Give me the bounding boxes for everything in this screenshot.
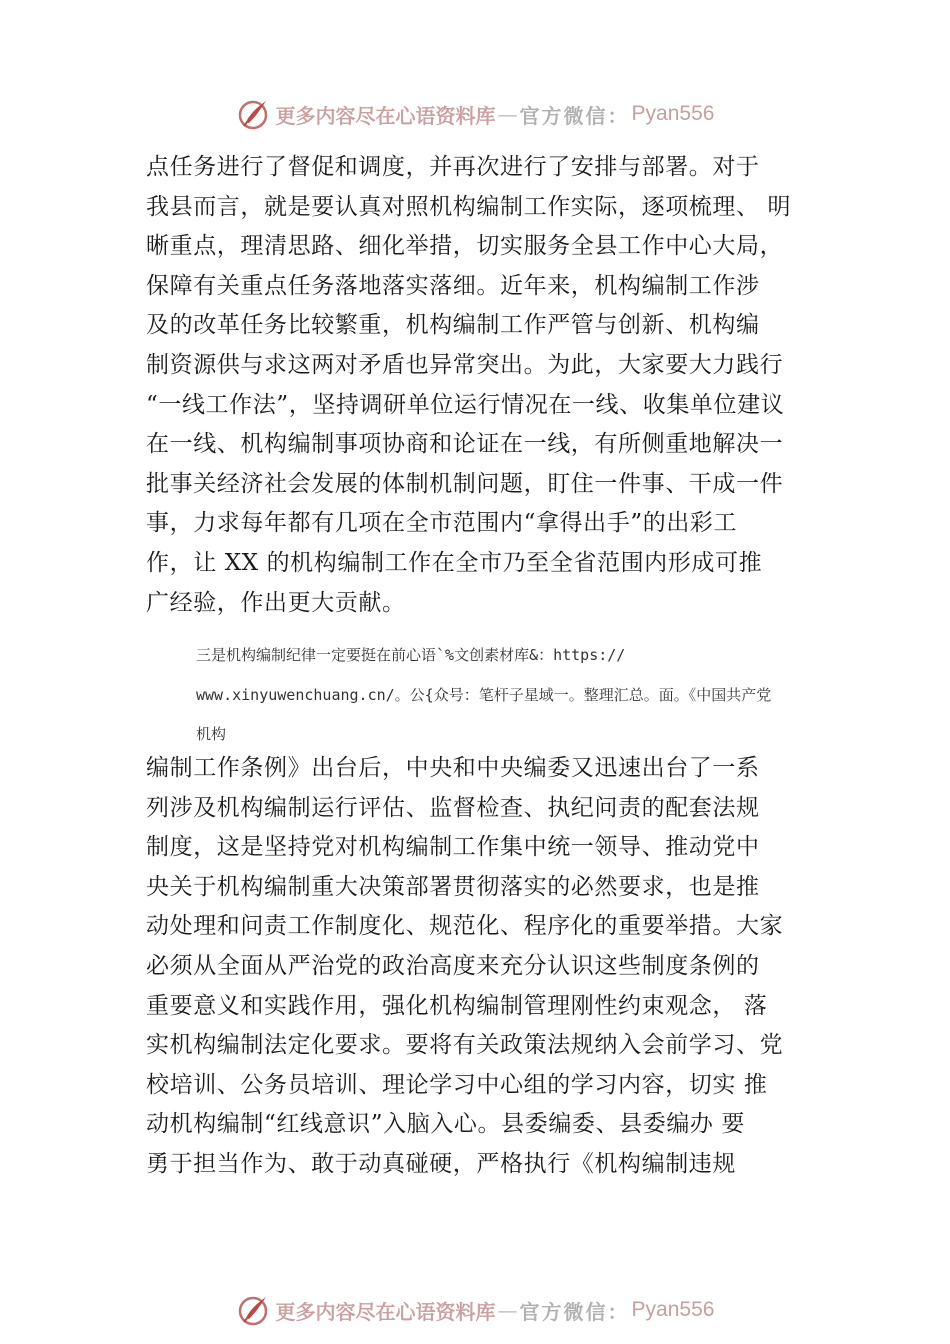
text-line: 保障有关重点任务落地落实落细。近年来，机构编制工作涉 bbox=[146, 272, 760, 299]
banner-separator: — bbox=[497, 102, 518, 126]
text-line: 列涉及机构编制运行评估、监督检查、执纪问责的配套法规 bbox=[146, 794, 760, 821]
body-paragraph-1 bbox=[146, 148, 836, 623]
text-line: 在一线、机构编制事项协商和论证在一线，有所侧重地解决一 bbox=[146, 431, 784, 458]
small-text-line: 机构 bbox=[196, 725, 227, 743]
text-line: 校培训、公务员培训、理论学习中心组的学习内容，切实 推 bbox=[146, 1071, 768, 1098]
brush-logo-icon bbox=[236, 1292, 272, 1328]
text-line: 批事关经济社会发展的体制机制问题，盯住一件事、干成一件 bbox=[146, 470, 784, 497]
text-line: 必须从全面从严治党的政治高度来充分认识这些制度条例的 bbox=[146, 952, 760, 979]
body-paragraph-2 bbox=[146, 749, 836, 1185]
text-line: 实机构编制法定化要求。要将有关政策法规纳入会前学习、党 bbox=[146, 1032, 784, 1059]
text-line: “一线工作法”，坚持调研单位运行情况在一线、收集单位建议 bbox=[146, 391, 785, 418]
banner-separator: — bbox=[497, 1298, 518, 1322]
banner-wechat-id: Pyan556 bbox=[631, 102, 715, 125]
small-text-line: 三是机构编制纪律一定要挺在前心语`%文创素材库&：https:// bbox=[196, 646, 626, 664]
text-line: 制资源供与求这两对矛盾也异常突出。为此，大家要大力践行 bbox=[146, 351, 784, 378]
text-line: 勇于担当作为、敢于动真碰硬，严格执行《机构编制违规 bbox=[146, 1150, 736, 1177]
text-line: 制度，这是坚持党对机构编制工作集中统一领导、推动党中 bbox=[146, 834, 760, 861]
text-line: 晰重点，理清思路、细化举措，切实服务全县工作中心大局， bbox=[146, 233, 784, 260]
header-banner bbox=[0, 94, 950, 134]
banner-wechat-id: Pyan556 bbox=[631, 1298, 715, 1321]
small-text-block bbox=[196, 636, 896, 755]
text-line: 点任务进行了督促和调度，并再次进行了安排与部署。对于 bbox=[146, 154, 760, 180]
text-line: 及的改革任务比较繁重，机构编制工作严管与创新、机构编 bbox=[146, 312, 760, 339]
text-line: 动机构编制“红线意识”入脑入心。县委编委、县委编办 要 bbox=[146, 1111, 746, 1138]
footer-banner bbox=[0, 1290, 950, 1330]
text-line: 央关于机构编制重大决策部署贯彻落实的必然要求，也是推 bbox=[146, 873, 760, 900]
text-line: 事，力求每年都有几项在全市范围内“拿得出手”的出彩工 bbox=[146, 510, 738, 537]
text-line: 重要意义和实践作用，强化机构编制管理刚性约束观念， 落 bbox=[146, 992, 768, 1019]
small-text-line: www.xinyuwenchuang.cn/。公{众号：笔杆子星域一。整理汇总。面。《中国共产党 bbox=[196, 685, 772, 704]
banner-site-text: 更多内容尽在心语资料库 bbox=[275, 103, 496, 128]
banner-wechat-label: 官方微信： bbox=[519, 1299, 630, 1324]
text-line: 编制工作条例》出台后，中央和中央编委又迅速出台了一系 bbox=[146, 755, 760, 781]
text-line: 我县而言，就是要认真对照机构编制工作实际，逐项梳理、 明 bbox=[146, 193, 792, 220]
text-line: 广经验，作出更大贡献。 bbox=[146, 589, 406, 616]
text-line: 作，让 XX 的机构编制工作在全市乃至全省范围内形成可推 bbox=[146, 549, 763, 576]
banner-site-text: 更多内容尽在心语资料库 bbox=[275, 1299, 496, 1324]
brush-logo-icon bbox=[236, 96, 272, 132]
text-line: 动处理和问责工作制度化、规范化、程序化的重要举措。大家 bbox=[146, 913, 784, 940]
banner-wechat-label: 官方微信： bbox=[519, 103, 630, 128]
